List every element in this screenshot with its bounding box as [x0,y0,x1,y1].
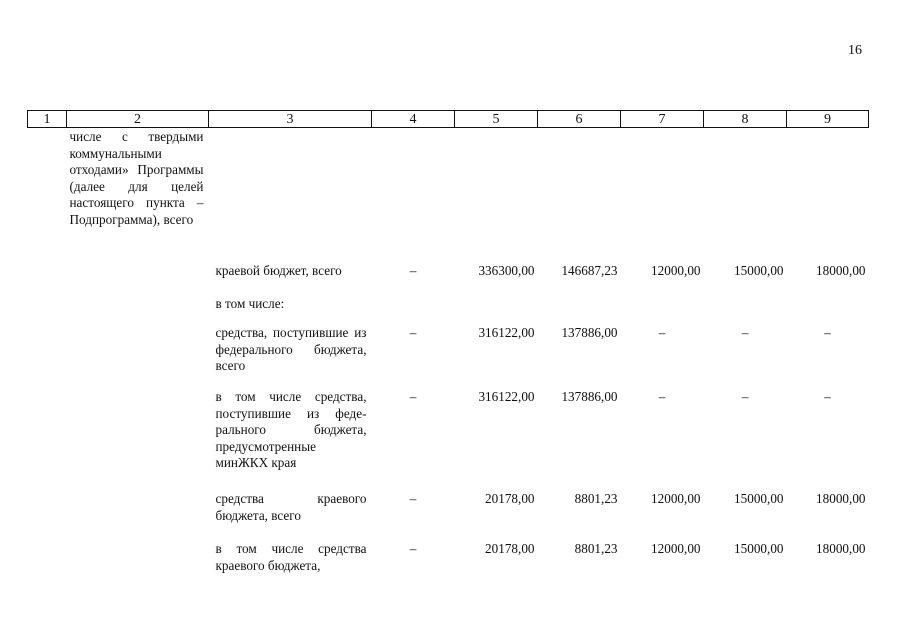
table-row [28,128,869,264]
empty-cell [372,128,455,264]
funding-source-label: в том числе средства, поступившие из федерального бюджета, предусмотренные минЖКХ края [215,389,367,470]
table-row [28,325,869,389]
table-row [28,541,869,575]
empty-cell [67,263,209,296]
cell-col4: – [409,541,417,556]
column-number-1: 1 [28,111,67,128]
empty-cell [28,263,67,296]
cell-col7: 12000,00 [651,541,701,556]
funding-source-label: краевой бюджет, всего [215,263,342,278]
cell-col7: – [658,325,666,340]
empty-cell [28,491,67,541]
cell-col5: 20178,00 [485,541,535,556]
program-name-continuation: числе с твердыми коммунальными отходами» Программы (далее для целей настоящего пункта – Подпрограмма), всего [69,129,204,227]
empty-cell [455,128,538,264]
empty-cell [621,128,704,264]
cell-col8: 15000,00 [734,491,784,506]
cell-col6: 137886,00 [561,325,618,340]
funding-source-label: средства краевого бюджета, всего [215,491,367,523]
cell-col4 [372,296,455,325]
empty-cell [704,128,787,264]
funding-source-label: средства, поступившие из федерального бюджета, всего [215,325,367,373]
cell-col5: 20178,00 [485,491,535,506]
empty-cell [67,541,209,575]
column-number-6: 6 [538,111,621,128]
cell-col9: 18000,00 [816,491,866,506]
cell-col8 [704,296,787,325]
cell-col7 [621,296,704,325]
cell-col5: 316122,00 [478,389,535,404]
column-number-7: 7 [621,111,704,128]
cell-col9: 18000,00 [816,263,866,278]
funding-source-label: в том числе: [215,296,285,311]
cell-col9: – [824,389,831,404]
empty-cell [28,296,67,325]
cell-col4: – [409,491,417,506]
cell-col5: 336300,00 [478,263,535,278]
cell-col8: 15000,00 [734,541,784,556]
column-number-5: 5 [455,111,538,128]
table-row [28,389,869,491]
cell-col7: 12000,00 [651,263,701,278]
cell-col5 [455,296,538,325]
empty-cell [538,128,621,264]
page-number: 16 [848,43,862,58]
cell-col7: – [658,389,666,404]
cell-col4: – [409,389,417,404]
column-number-3: 3 [209,111,372,128]
funding-source-label: в том числе средства краевого бюджета, [215,541,367,573]
cell-col6: 8801,23 [574,491,618,506]
cell-col4: – [409,263,417,278]
cell-col9: 18000,00 [816,541,866,556]
column-number-9: 9 [787,111,869,128]
empty-cell [67,389,209,491]
column-number-2: 2 [67,111,209,128]
budget-table [27,110,869,575]
empty-cell [787,128,869,264]
cell-col8: 15000,00 [734,263,784,278]
empty-cell [28,325,67,389]
table-row [28,263,869,296]
empty-cell [28,389,67,491]
cell-col4: – [409,325,417,340]
column-number-4: 4 [372,111,455,128]
cell-col6: 137886,00 [561,389,618,404]
cell-col9 [787,296,869,325]
cell-col7: 12000,00 [651,491,701,506]
cell-col8: – [741,325,749,340]
empty-cell [67,296,209,325]
cell-col6: 146687,23 [561,263,618,278]
empty-cell [28,128,67,264]
cell-col8: – [741,389,749,404]
column-number-header-row [28,111,869,128]
empty-cell [67,491,209,541]
empty-cell [209,128,372,264]
empty-cell [28,541,67,575]
cell-col6 [538,296,621,325]
column-number-8: 8 [704,111,787,128]
table-row [28,296,869,325]
cell-col5: 316122,00 [478,325,535,340]
table-row [28,491,869,541]
empty-cell [67,325,209,389]
cell-col6: 8801,23 [574,541,618,556]
cell-col9: – [824,325,831,340]
